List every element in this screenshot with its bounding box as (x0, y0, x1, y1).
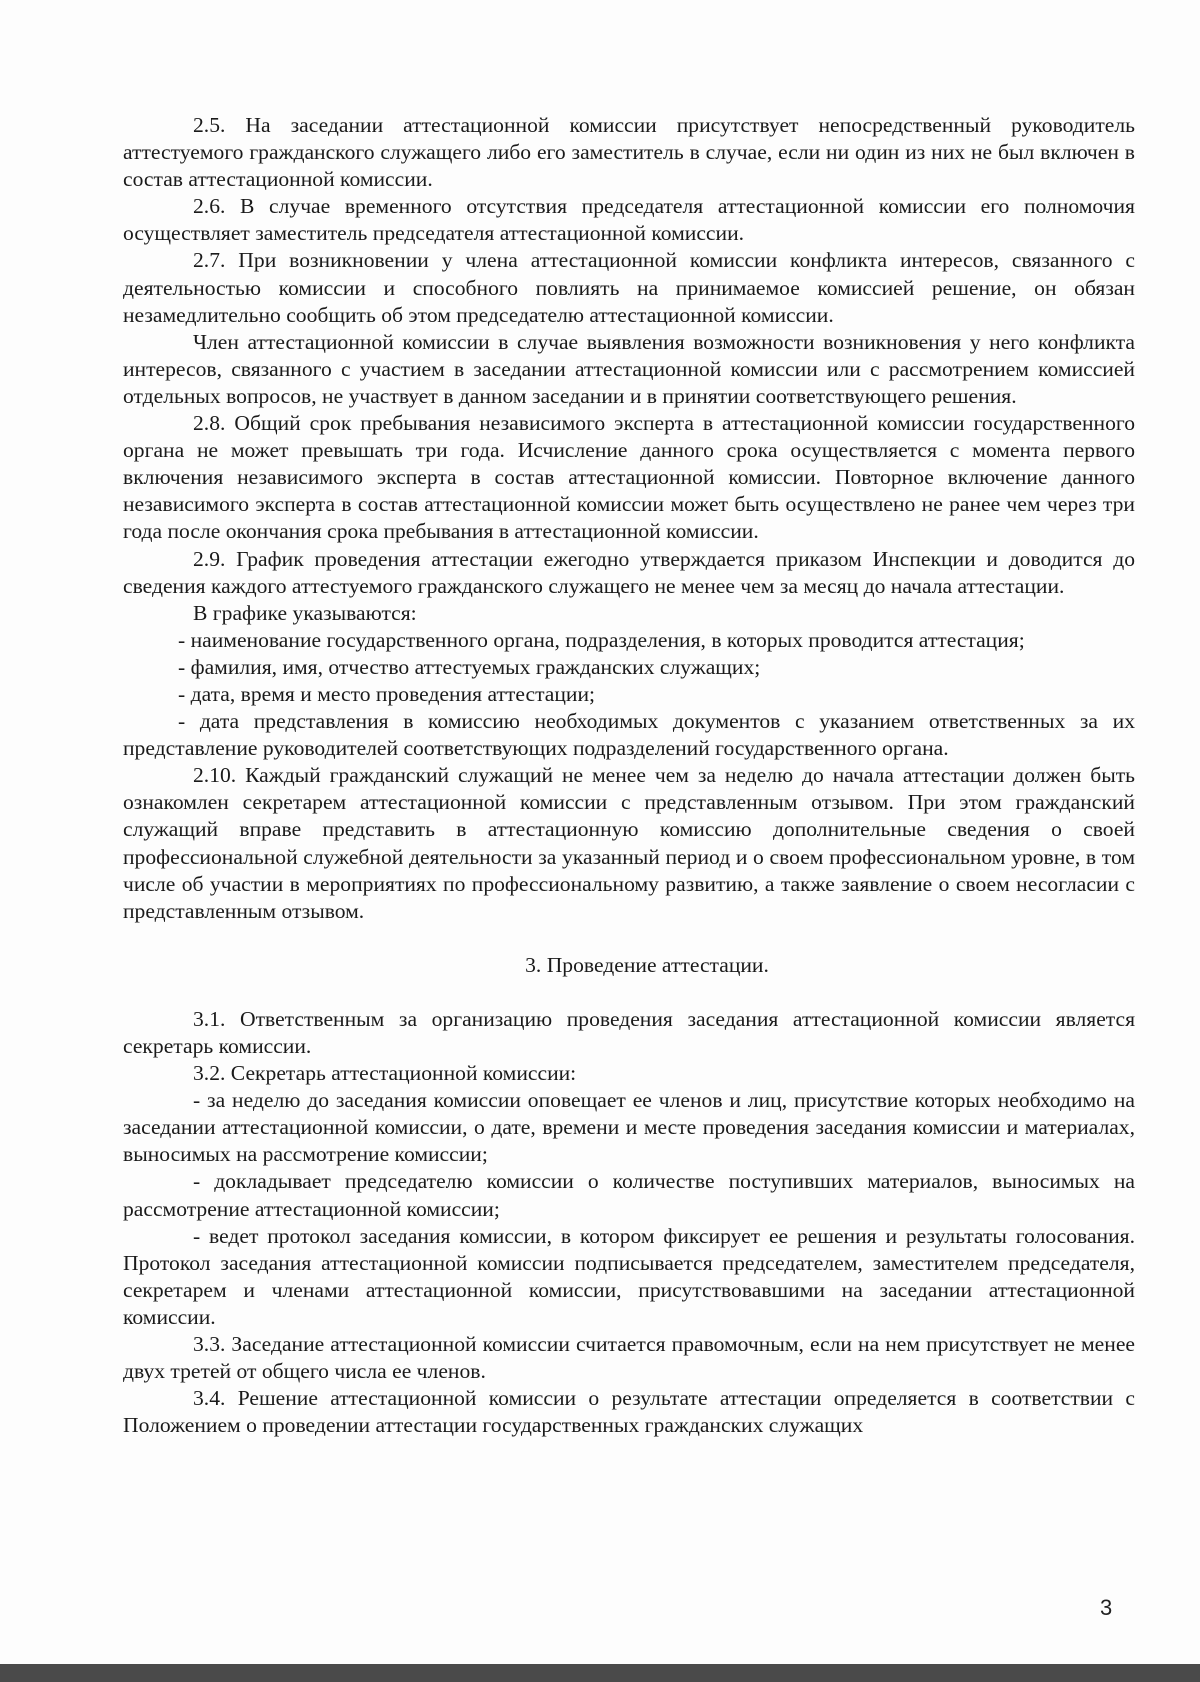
paragraph-conflict-of-interest: Член аттестационной комиссии в случае выявления возможности возникновения у него конфликта интересов, связанного с участием в заседании аттестационной комиссии или с рассмотрением комиссией отдельных вопросов, не участвует в данном заседании и в принятии соответствующего решения. (123, 329, 1135, 408)
paragraph-3-1: 3.1. Ответственным за организацию проведения заседания аттестационной комиссии является секретарь комиссии. (123, 1006, 1135, 1058)
paragraph-2-5: 2.5. На заседании аттестационной комиссии присутствует непосредственный руководитель аттестуемого гражданского служащего либо его заместитель в случае, если ни один из них не был включен в состав аттестационной комиссии. (123, 113, 1135, 192)
page-number: 3 (1100, 1595, 1113, 1620)
paragraph-3-2: 3.2. Секретарь аттестационной комиссии: (193, 1061, 577, 1086)
paragraph-3-3: 3.3. Заседание аттестационной комиссии считается правомочным, если на нем присутствует не менее двух третей от общего числа ее членов. (123, 1332, 1135, 1384)
list-item-documents: - дата представления в комиссию необходимых документов с указанием ответственных за их представление руководителей соответствующих подразделений государственного органа. (123, 709, 1135, 761)
paragraph-2-6: 2.6. В случае временного отсутствия председателя аттестационной комиссии его полномочия осуществляет заместитель председателя аттестационной комиссии. (123, 194, 1135, 246)
list-item-notify-members: - за неделю до заседания комиссии оповещает ее членов и лиц, присутствие которых необходимо на заседании аттестационной комиссии, о дате, времени и месте проведения заседания комиссии и материалах, выносимых на рассмотрение комиссии; (123, 1088, 1135, 1167)
paragraph-2-8: 2.8. Общий срок пребывания независимого эксперта в аттестационной комиссии государственного органа не может превышать три года. Исчисление данного срока осуществляется с момента первого включения независимого эксперта в состав аттестационной комиссии. Повторное включение данного независимого эксперта в состав аттестационной комиссии может быть осуществлено не ранее чем через три года после окончания срока пребывания в аттестационной комиссии. (123, 411, 1135, 544)
list-item-organ-name: - наименование государственного органа, подразделения, в которых проводится аттестация; (178, 627, 1025, 652)
paragraph-3-4: 3.4. Решение аттестационной комиссии о результате аттестации определяется в соответствии с Положением о проведении аттестации государственных гражданских служащих (123, 1386, 1135, 1438)
list-item-date-place: - дата, время и место проведения аттестации; (178, 681, 596, 706)
document-body (123, 112, 1135, 1439)
paragraph-2-7: 2.7. При возникновении у члена аттестационной комиссии конфликта интересов, связанного с деятельностью комиссии и способного повлиять на принимаемое комиссией решение, он обязан незамедлительно сообщить об этом председателю аттестационной комиссии. (123, 248, 1135, 327)
paragraph-schedule-intro: В графике указываются: (193, 600, 417, 625)
list-item-full-name: - фамилия, имя, отчество аттестуемых гражданских служащих; (178, 654, 761, 679)
section-heading-3 (123, 952, 1135, 979)
paragraph-2-10: 2.10. Каждый гражданский служащий не менее чем за неделю до начала аттестации должен быть ознакомлен секретарем аттестационной комиссии с представленным отзывом. При этом гражданский служащий вправе представить в аттестационную комиссию дополнительные сведения о своей профессиональной служебной деятельности за указанный период и о своем профессиональном уровне, в том числе об участии в мероприятиях по профессиональному развитию, а также заявление о своем несогласии с представленным отзывом. (123, 763, 1135, 923)
section-heading-text: 3. Проведение аттестации. (525, 952, 769, 977)
list-item-keep-protocol: - ведет протокол заседания комиссии, в котором фиксирует ее решения и результаты голосования. Протокол заседания аттестационной комиссии подписывается председателем, заместителем председателя, секретарем и членами аттестационной комиссии, присутствовавшими на заседании аттестационной комиссии. (123, 1223, 1135, 1329)
paragraph-2-9: 2.9. График проведения аттестации ежегодно утверждается приказом Инспекции и доводится до сведения каждого аттестуемого гражданского служащего не менее чем за месяц до начала аттестации. (123, 546, 1135, 598)
list-item-report-materials: - докладывает председателю комиссии о количестве поступивших материалов, выносимых на рассмотрение аттестационной комиссии; (123, 1169, 1135, 1221)
scan-bottom-edge (0, 1664, 1200, 1682)
